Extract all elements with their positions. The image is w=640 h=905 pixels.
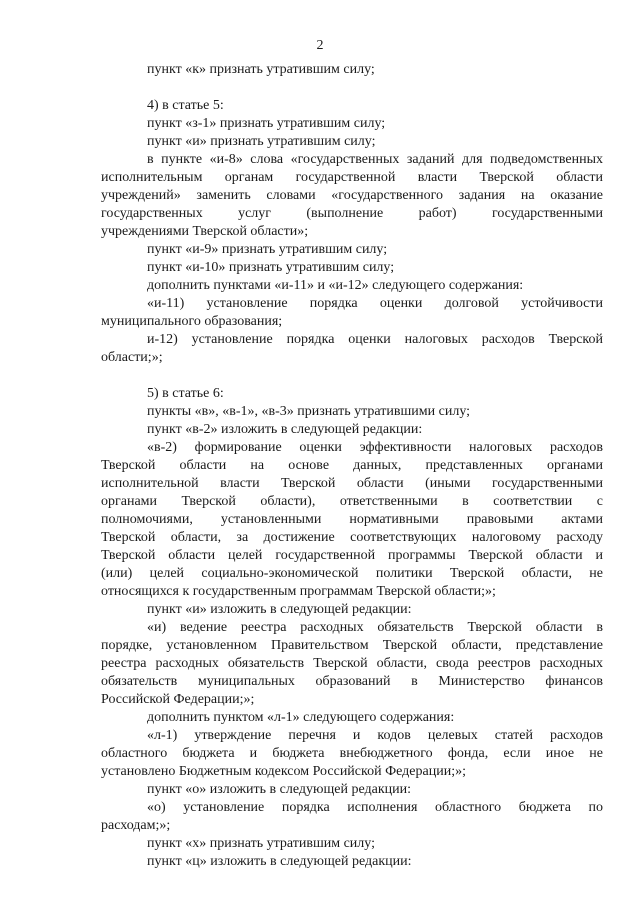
- text-line: расходам;»;: [101, 818, 171, 833]
- text-line: «о) установление порядка исполнения областного бюджета по: [147, 800, 603, 815]
- text-line: Российской Федерации;»;: [101, 692, 255, 707]
- text-line: обязательств муниципальных образований в Министерство финансов: [101, 674, 603, 689]
- text-line: исполнительным органам государственной власти Тверской области: [101, 170, 603, 185]
- text-line: (или) целей социально-экономической политики Тверской области, не: [101, 566, 603, 581]
- text-line: пункты «в», «в-1», «в-3» признать утратившими силу;: [147, 404, 471, 419]
- text-line: относящихся к государственным программам Тверской области;»;: [101, 584, 496, 599]
- text-line: пункт «к» признать утратившим силу;: [147, 62, 375, 77]
- text-line: реестра расходных обязательств Тверской области, свода реестров расходных: [101, 656, 603, 671]
- text-line: учреждениями Тверской области»;: [101, 224, 309, 239]
- text-line: исполнительной власти Тверской области (иными государственными: [101, 476, 603, 491]
- text-line: области;»;: [101, 350, 163, 365]
- text-line: дополнить пунктом «л-1» следующего содержания:: [147, 710, 455, 725]
- text-line: Тверской области целей государственной программы Тверской области и: [101, 548, 603, 563]
- text-line: полномочиями, установленными нормативными правовыми актами: [101, 512, 603, 527]
- text-line: пункт «и-10» признать утратившим силу;: [147, 260, 395, 275]
- text-line: пункт «и» изложить в следующей редакции:: [147, 602, 412, 617]
- text-line: областного бюджета и бюджета внебюджетного фонда, если иное не: [101, 746, 603, 761]
- text-line: порядке, установленном Правительством Тверской области, представление: [101, 638, 603, 653]
- text-line: пункт «о» изложить в следующей редакции:: [147, 782, 411, 797]
- text-line: пункт «и-9» признать утратившим силу;: [147, 242, 388, 257]
- text-line: Тверской области, за достижение соответствующих налоговому расходу: [101, 530, 603, 545]
- text-line: пункт «з-1» признать утратившим силу;: [147, 116, 386, 131]
- text-line: органами Тверской области), ответственными в соответствии с: [101, 494, 603, 509]
- text-line: 5) в статье 6:: [147, 386, 224, 401]
- text-line: Тверской области на основе данных, представленных органами: [101, 458, 603, 473]
- text-line: государственных услуг (выполнение работ) государственными: [101, 206, 603, 221]
- text-line: «и) ведение реестра расходных обязательств Тверской области в: [147, 620, 603, 635]
- text-line: дополнить пунктами «и-11» и «и-12» следующего содержания:: [147, 278, 524, 293]
- page-number: 2: [316, 38, 324, 53]
- text-line: в пункте «и-8» слова «государственных заданий для подведомственных: [147, 152, 603, 167]
- text-line: муниципального образования;: [101, 314, 283, 329]
- text-line: пункт «ц» изложить в следующей редакции:: [147, 854, 412, 869]
- text-line: «и-11) установление порядка оценки долговой устойчивости: [147, 296, 603, 311]
- text-line: учреждений» заменить словами «государственного задания на оказание: [101, 188, 603, 203]
- text-line: пункт «и» признать утратившим силу;: [147, 134, 376, 149]
- text-line: пункт «х» признать утратившим силу;: [147, 836, 375, 851]
- text-line: пункт «в-2» изложить в следующей редакции:: [147, 422, 423, 437]
- text-line: установлено Бюджетным кодексом Российской Федерации;»;: [101, 764, 466, 779]
- text-line: и-12) установление порядка оценки налоговых расходов Тверской: [147, 332, 603, 347]
- text-line: 4) в статье 5:: [147, 98, 224, 113]
- text-line: «в-2) формирование оценки эффективности налоговых расходов: [147, 440, 603, 455]
- text-line: «л-1) утверждение перечня и кодов целевых статей расходов: [147, 728, 603, 743]
